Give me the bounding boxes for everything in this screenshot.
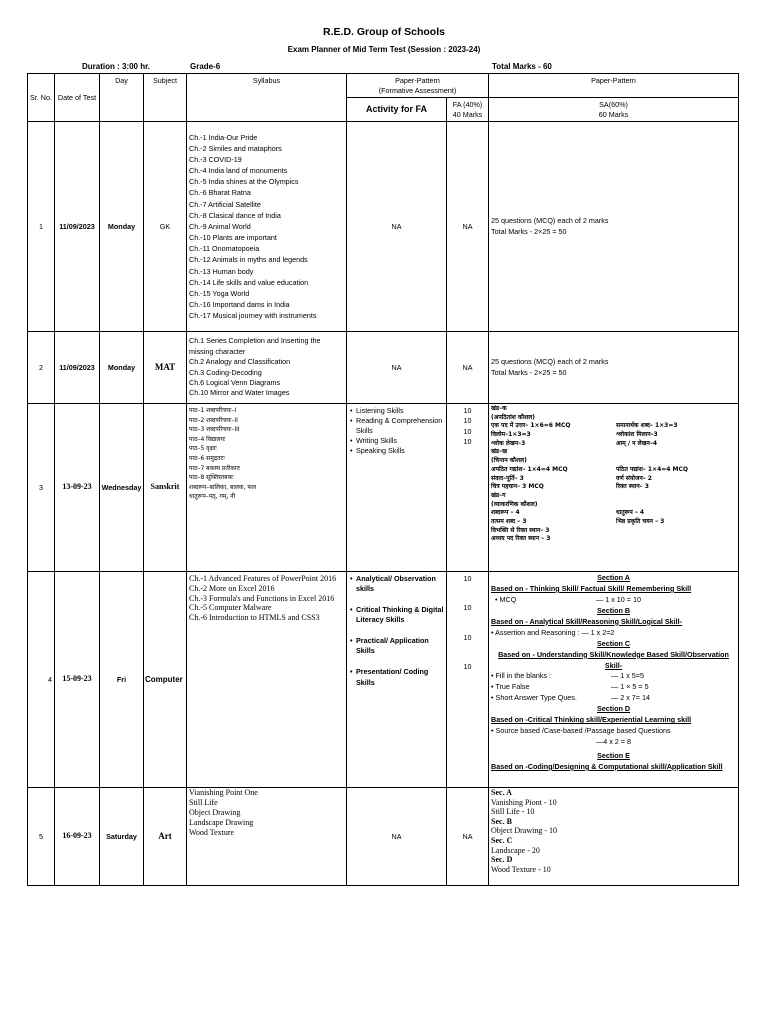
art-sec-a-item: Vanishing Piont - 10 xyxy=(491,797,557,807)
subject-cell: GK xyxy=(144,122,187,332)
sa-item-label: Assertion and Reasoning : — 1 x 2=2 xyxy=(495,627,615,637)
table-row xyxy=(28,572,739,788)
fa-cell xyxy=(447,404,489,572)
sa-item-label: Fill in the blanks : xyxy=(495,671,552,681)
syllabus-cell xyxy=(187,122,347,332)
sr-cell: 2 xyxy=(28,332,55,404)
syllabus-cell xyxy=(187,404,347,572)
sa-left: चित्र पहचान– 3 MCQ xyxy=(491,483,544,491)
syllabus-item: Ch.-11 Onomatopoeia xyxy=(189,244,260,254)
activity-item: • Writing Skills xyxy=(350,436,445,446)
sa-left: विलोम–1×3=3 xyxy=(491,431,531,439)
col-date: Date of Test xyxy=(55,74,100,122)
formative-label: (Formative Assessment) xyxy=(378,85,457,95)
syllabus-cell xyxy=(187,572,347,788)
col-paper-pattern-sa: Paper-Pattern xyxy=(489,74,739,98)
table-row xyxy=(28,788,739,886)
sa-right: श्लोकांश मिलान–3 xyxy=(616,431,658,439)
day-cell: Monday xyxy=(100,122,144,332)
date-cell: 15-09-23 xyxy=(55,572,100,788)
subject-cell: Sanskrit xyxy=(144,404,187,572)
section-b-basis: Based on - Analytical Skill/Reasoning Skill/Logical Skill- xyxy=(491,616,683,626)
sanskrit-sa-line xyxy=(491,448,736,457)
sa-line: 25 questions (MCQ) each of 2 marks xyxy=(491,356,609,366)
activity-item: • Reading & Comprehension Skills xyxy=(350,416,445,436)
subject-cell: MAT xyxy=(144,332,187,404)
art-sec-d: Sec. D xyxy=(491,855,513,865)
date-cell: 11/09/2023 xyxy=(55,332,100,404)
syllabus-item: Ch.-6 Introduction to HTMLS and CSS3 xyxy=(189,613,320,622)
syllabus-item: Still Life xyxy=(189,798,218,807)
syllabus-item: Ch.-17 Musical journey with instruments xyxy=(189,311,317,321)
sanskrit-sa-line xyxy=(491,475,736,484)
col-subject: Subject xyxy=(144,74,187,122)
fa-mark: 10 xyxy=(463,406,472,415)
syllabus-item: Ch.-9 Animal World xyxy=(189,221,251,231)
day-cell: Monday xyxy=(100,332,144,404)
sanskrit-sa-line xyxy=(491,501,736,510)
syllabus-item: Ch.10 Mirror and Water Images xyxy=(189,388,290,398)
sa-item-calc: — 1 x 10 = 10 xyxy=(596,594,641,604)
syllabus-item: Ch.-2 Similes and mataphors xyxy=(189,143,282,153)
syllabus-item: Ch.-14 Life skills and value education xyxy=(189,277,309,287)
sr-cell: 3 xyxy=(28,404,55,572)
sa-left: खंड–क xyxy=(491,405,507,412)
sanskrit-sa-line xyxy=(491,422,736,431)
syllabus-item: पाठ–4 विद्यालयः xyxy=(189,435,226,443)
syllabus-item: पाठ–7 बकस्य प्रतीकारः xyxy=(189,464,241,472)
col-day: Day xyxy=(100,74,144,122)
syllabus-item: Object Drawing xyxy=(189,808,241,817)
section-c-title: Section C xyxy=(596,638,631,648)
syllabus-item: Vianishing Point One xyxy=(189,788,258,797)
col-activity-fa: Activity for FA xyxy=(347,98,447,122)
sa-left: (अपठितांश कौशल) xyxy=(491,413,535,421)
sa-left: अपठित गद्यांश– 1×4=4 MCQ xyxy=(491,465,568,473)
sanskrit-sa-line xyxy=(491,535,736,544)
table-row xyxy=(28,122,739,332)
fa-cell: NA xyxy=(447,332,489,404)
sa-right: पठित पद्यांश– 1×4=4 MCQ xyxy=(616,465,689,473)
syllabus-item: पाठ–1 शब्दपरिचयः–I xyxy=(189,407,237,414)
date-cell: 11/09/2023 xyxy=(55,122,100,332)
section-b-title: Section B xyxy=(596,605,631,615)
fa-mark: 10 xyxy=(463,416,472,426)
col-fa xyxy=(447,98,489,122)
fa-cell: NA xyxy=(447,122,489,332)
activity-cell: NA xyxy=(347,332,447,404)
sanskrit-sa-line xyxy=(491,483,736,492)
section-c-item: • Fill in the blanks : — 1 x 5=5 xyxy=(491,671,644,681)
sa-item-label: MCQ xyxy=(499,594,517,604)
section-d-calc: —4 x 2 = 8 xyxy=(596,737,631,747)
sa-right: रिक्त स्थान– 3 xyxy=(616,483,649,491)
sa-left: अव्यय पद रिक्त स्थान – 3 xyxy=(491,535,551,543)
sa-marks: 60 Marks xyxy=(598,109,629,119)
sanskrit-sa-lines xyxy=(491,405,736,544)
section-d-title: Section D xyxy=(596,704,631,714)
table-row xyxy=(28,332,739,404)
sa-right: धातुरूप – 4 xyxy=(616,509,645,517)
syllabus-item: Ch.-12 Animals in myths and legends xyxy=(189,255,308,265)
syllabus-item: पाठ–8 सूक्तिस्तबकः xyxy=(189,474,234,482)
fa-mark: 10 xyxy=(463,632,472,642)
total-marks: Total Marks - 60 xyxy=(492,62,552,71)
school-title: R.E.D. Group of Schools xyxy=(323,26,445,38)
syllabus-item: Ch.-1 Advanced Features of PowerPoint 2016 xyxy=(189,574,337,583)
art-sec-c-item: Landscape - 20 xyxy=(491,845,540,855)
sa-line: Total Marks - 2×25 = 50 xyxy=(491,226,567,236)
syllabus-item: Ch.6 Logical Venn Diagrams xyxy=(189,377,281,387)
sa-right: समानार्थक शब्द– 1×3=3 xyxy=(616,422,678,430)
syllabus-item: Ch.-6 Bharat Ratna xyxy=(189,188,251,198)
syllabus-item: Ch.-3 Formula's and Functions in Excel 2016 xyxy=(189,593,335,603)
sa-cell xyxy=(489,788,739,886)
sa-left: खंड–ग xyxy=(491,491,506,499)
syllabus-cell xyxy=(187,788,347,886)
syllabus-item: Ch.-10 Plants are important xyxy=(189,233,277,243)
syllabus-item: Landscape Drawing xyxy=(189,818,254,827)
art-sec-d-item: Wood Texture - 10 xyxy=(491,864,551,874)
sa-right: आम् / न लेखन–4 xyxy=(616,439,658,447)
sr-cell: 4 xyxy=(28,572,55,788)
syllabus-item: शब्दरूप–बालिका, बालक, फल xyxy=(189,483,257,491)
fa-mark: 10 xyxy=(463,426,472,436)
art-sec-b: Sec. B xyxy=(491,816,512,826)
sanskrit-sa-line xyxy=(491,509,736,518)
activity-cell xyxy=(347,404,447,572)
syllabus-item: Ch.-7 Artificial Satellite xyxy=(189,199,261,209)
sr-cell: 1 xyxy=(28,122,55,332)
fa-mark: 10 xyxy=(463,603,472,613)
sanskrit-sa-line xyxy=(491,440,736,449)
exam-planner-table xyxy=(27,73,739,886)
sa-line: 25 questions (MCQ) each of 2 marks xyxy=(491,215,609,225)
day-cell: Fri xyxy=(100,572,144,788)
activity-item: • Listening Skills xyxy=(350,406,445,416)
col-syllabus: Syllabus xyxy=(187,74,347,122)
syllabus-item: Ch.2 Analogy and Classification xyxy=(189,357,291,367)
date-cell: 16-09-23 xyxy=(55,788,100,886)
syllabus-item: Ch.1 Series Completion and Inserting the missing character xyxy=(189,336,321,356)
art-sec-a: Sec. A xyxy=(491,788,512,797)
sr-cell: 5 xyxy=(28,788,55,886)
section-c-item: • True False — 1 × 5 = 5 xyxy=(491,682,649,692)
syllabus-cell xyxy=(187,332,347,404)
syllabus-item: Ch.-5 India shines at the Olympics xyxy=(189,177,299,187)
col-sr: Sr. No. xyxy=(28,74,55,122)
sa-line: Total Marks - 2×25 = 50 xyxy=(491,367,567,377)
activity-cell: NA xyxy=(347,122,447,332)
sa-item-label: Short Answer Type Ques. xyxy=(495,693,577,703)
syllabus-item: Ch.-1 India-Our Pride xyxy=(189,132,258,142)
activity-item: • Analytical/ Observation skills xyxy=(350,574,445,594)
subject-cell: Computer xyxy=(144,572,187,788)
sa-right: वर्ण संयोजन– 2 xyxy=(616,474,652,482)
day-cell: Saturday xyxy=(100,788,144,886)
fa-cell: NA xyxy=(447,788,489,886)
sa-cell xyxy=(489,332,739,404)
grade: Grade-6 xyxy=(190,62,221,71)
syllabus-item: Ch.-3 COVID-19 xyxy=(189,154,242,164)
sa-pct: SA(60%) xyxy=(599,100,628,110)
sa-item-calc: — 1 × 5 = 5 xyxy=(611,682,649,692)
activity-item: • Critical Thinking & Digital Literacy Skills xyxy=(350,605,445,625)
syllabus-item: Ch.-16 Importand dams in India xyxy=(189,300,290,310)
fa-mark: 10 xyxy=(463,662,472,672)
section-e-title: Section E xyxy=(597,751,630,760)
fa-cell xyxy=(447,572,489,788)
sanskrit-sa-line xyxy=(491,405,736,414)
sa-item-label: True False xyxy=(495,682,530,692)
sa-left: विभक्ति से रिक्त स्थान– 3 xyxy=(491,526,550,534)
fa-mark: 10 xyxy=(463,437,472,447)
syllabus-item: Ch.-2 More on Excel 2016 xyxy=(189,583,275,593)
sa-item-calc: — 1 x 5=5 xyxy=(611,671,644,681)
sanskrit-sa-line xyxy=(491,492,736,501)
activity-item: • Practical/ Application Skills xyxy=(350,636,445,656)
syllabus-item: Ch.-5 Computer Malware xyxy=(189,603,272,613)
syllabus-item: Wood Texture xyxy=(189,828,235,837)
activity-cell: NA xyxy=(347,788,447,886)
day-cell: Wednesday xyxy=(100,404,144,572)
section-e-basis: Based on -Coding/Designing & Computational skill/Application Skill xyxy=(491,761,723,771)
activity-item: • Speaking Skills xyxy=(350,446,445,456)
syllabus-item: पाठ–6 समुद्रतटः xyxy=(189,454,225,462)
syllabus-item: Ch.-15 Yoga World xyxy=(189,288,250,298)
section-d-item: • Source based /Case-based /Passage based Questions xyxy=(491,726,671,736)
section-a-basis: Based on - Thinking Skill/ Factual Skill/ Remembering Skill xyxy=(491,583,692,593)
subject-cell: Art xyxy=(144,788,187,886)
section-c-item: • Short Answer Type Ques. — 2 x 7= 14 xyxy=(491,693,650,703)
duration: Duration : 3:00 hr. xyxy=(82,62,151,71)
col-sa xyxy=(489,98,739,122)
syllabus-item: पाठ–3 शब्दपरिचयः–III xyxy=(189,426,240,434)
col-paper-pattern-fa xyxy=(347,74,489,98)
sanskrit-sa-line xyxy=(491,527,736,536)
fa-mark: 10 xyxy=(463,574,472,583)
sanskrit-sa-line xyxy=(491,457,736,466)
sa-left: शब्दरूप – 4 xyxy=(491,509,520,517)
exam-title: Exam Planner of Mid Term Test (Session : 2023-24) xyxy=(287,45,481,54)
sa-left: (व्याकरणिक कौशल) xyxy=(491,500,538,508)
sa-cell xyxy=(489,404,739,572)
syllabus-item: पाठ–5 वृक्षाः xyxy=(189,445,217,453)
sa-left: श्लोक लेखन–3 xyxy=(491,439,526,447)
art-sec-c: Sec. C xyxy=(491,835,513,845)
art-sec-a-item: Still Life - 10 xyxy=(491,807,535,817)
sa-cell xyxy=(489,122,739,332)
header-row-1 xyxy=(28,74,739,98)
sa-left: एक पद में उत्तर– 1×6=6 MCQ xyxy=(491,422,571,430)
table-row xyxy=(28,404,739,572)
sanskrit-sa-line xyxy=(491,518,736,527)
sa-right: भिन्न प्रकृति चयन – 3 xyxy=(616,517,665,525)
activity-cell xyxy=(347,572,447,788)
sa-item-label: Source based /Case-based /Passage based Questions xyxy=(495,726,671,736)
syllabus-item: Ch.-8 Clasical dance of India xyxy=(189,210,281,220)
syllabus-item: Ch.3 Coding-Decoding xyxy=(189,367,262,377)
sa-item-calc: — 2 x 7= 14 xyxy=(611,693,650,703)
section-a-title: Section A xyxy=(597,573,630,582)
section-d-basis: Based on -Critical Thinking skill/Experiential Learning skill xyxy=(491,715,692,725)
sa-left: खंड–ख xyxy=(491,448,508,456)
date-cell: 13-09-23 xyxy=(55,404,100,572)
syllabus-item: Ch.-13 Human body xyxy=(189,266,254,276)
sa-left: (चिन्तन कौशल) xyxy=(491,457,527,465)
pp-fa-label: Paper-Pattern xyxy=(395,76,440,86)
sa-left: तत्सम शब्द – 3 xyxy=(491,517,527,525)
sanskrit-sa-line xyxy=(491,466,736,475)
fa-pct: FA (40%) xyxy=(452,100,483,110)
syllabus-item: पाठ–2 शब्दपरिचयः–II xyxy=(189,416,238,424)
syllabus-item: Ch.-4 India land of monuments xyxy=(189,166,288,176)
section-a-item: • MCQ — 1 x 10 = 10 xyxy=(495,594,641,604)
activity-item: • Presentation/ Coding Skills xyxy=(350,667,445,687)
sa-left: संवाद–पूर्ति– 3 xyxy=(491,474,524,482)
section-b-item: • Assertion and Reasoning : — 1 x 2=2 xyxy=(491,627,615,637)
fa-marks: 40 Marks xyxy=(452,109,483,119)
sa-cell xyxy=(489,572,739,788)
art-sec-b-item: Object Drawing - 10 xyxy=(491,826,557,836)
section-c-basis: Based on - Understanding Skill/Knowledge Based Skill/Observation Skill- xyxy=(498,649,729,670)
syllabus-item: धातुरूप–पठ्, गम्, नी xyxy=(189,493,236,501)
sanskrit-sa-line xyxy=(491,431,736,440)
